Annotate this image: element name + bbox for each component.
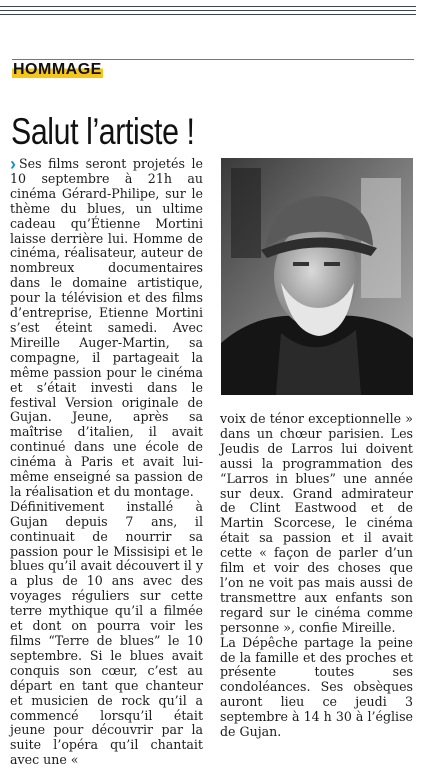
headline: Salut l’artiste ! bbox=[11, 110, 195, 152]
lead-marker-icon: › bbox=[10, 154, 16, 174]
rubric-label: HOMMAGE bbox=[13, 61, 102, 78]
article-paragraph: Définitivement installé à Gujan depuis 7 ans, il continuait de nourrir sa passion pour le Missisipi et le blues qu’il avait découvert il y a plus de 10 ans avec des voyages réguliers sur cette terre mythique qu’il a filmée et dont on pourra voir les films “Terre de blues” le 10 septembre. Si le blues avait conquis son cœur, c’est au départ en tant que chanteur et musicien de rock qu’il a commencé lorsqu’il était jeune pour découvrir par la suite l’opéra qu’il chantait avec une « bbox=[10, 498, 203, 768]
article-column-left bbox=[10, 154, 203, 768]
paragraph-text: Ses films seront projetés le 10 septembre à 21h au cinéma Gérard-Philipe, sur le thème du blues, un ultime cadeau qu’Étienne Mortini laisse derrière lui. Homme de cinéma, réalisateur, auteur de nombreux documentaires dans le domaine artistique, pour la télévision et des films d’entreprise, Etienne Mortini s’est éteint samedi. Avec Mireille Auger-Martin, sa compagne, il partageait la même passion pour le cinéma et s’était investi dans le festival Version originale de Gujan. Jeune, après sa maîtrise d’italien, il avait continué dans une école de cinéma à Paris et avait lui-même enseigné sa passion de la réalisation et du montage. bbox=[10, 156, 203, 499]
article-paragraph: voix de ténor exceptionnelle » dans un chœur parisien. Les Jeudis de Larros lui doivent aussi la programmation des “Larros in blues” une année sur deux. Grand admirateur de Clint Eastwood et de Martin Scorcese, le cinéma était sa passion et il avait cette « façon de parler d’un film et voir des choses que l’on ne voit pas mais aussi de transmettre aux enfants son regard sur le cinéma comme personne », confie Mireille. bbox=[220, 411, 413, 635]
header-rules bbox=[0, 6, 416, 18]
article-paragraph bbox=[10, 154, 203, 500]
article-paragraph: La Dépêche partage la peine de la famille et des proches et présente toutes ses condoléances. Ses obsèques auront lieu ce jeudi 3 septembre à 14 h 30 à l’église de Gujan. bbox=[220, 634, 413, 740]
portrait-image bbox=[221, 158, 413, 395]
article-column-right bbox=[220, 412, 413, 747]
portrait-photo bbox=[221, 158, 413, 395]
